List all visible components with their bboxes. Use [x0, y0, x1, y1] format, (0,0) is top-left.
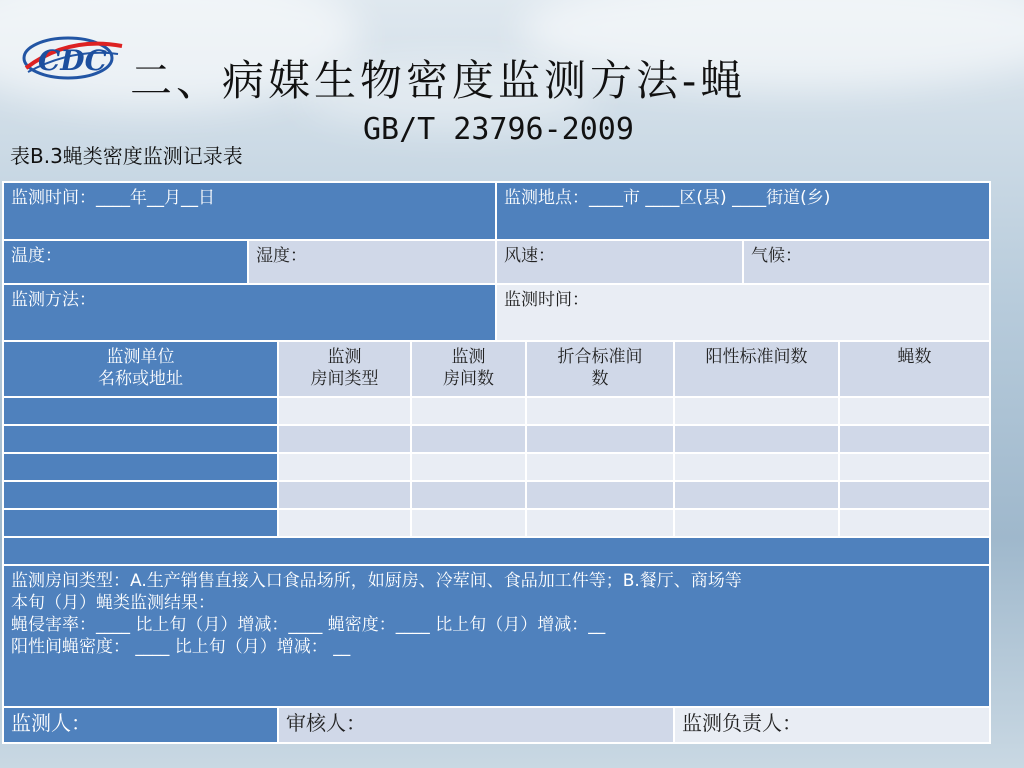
room-type-note: 监测房间类型：A.生产销售直接入口食品场所，如厨房、冷荤间、食品加工件等；B.餐厅、商场等 [11, 571, 742, 591]
data-cell[interactable] [839, 481, 990, 509]
table-row [3, 397, 990, 425]
data-cell[interactable] [526, 397, 674, 425]
data-cell[interactable] [839, 397, 990, 425]
responsible-person-cell[interactable]: 监测负责人： [674, 707, 990, 743]
signature-row [3, 707, 990, 743]
row-weather [3, 240, 990, 284]
weather-cell: 气候： [743, 240, 990, 284]
header-std-rooms-line1: 折合标准间 [557, 347, 643, 367]
header-room-type [278, 341, 411, 397]
header-std-rooms [526, 341, 674, 397]
data-cell[interactable] [278, 509, 411, 537]
data-cell[interactable] [3, 509, 278, 537]
row-method [3, 284, 990, 341]
table-row [3, 425, 990, 453]
header-std-rooms-line2: 数 [591, 369, 609, 389]
notes-cell [3, 565, 990, 707]
data-cell[interactable] [526, 453, 674, 481]
humidity-cell: 湿度： [248, 240, 496, 284]
data-cell[interactable] [411, 397, 526, 425]
temperature-cell: 温度： [3, 240, 248, 284]
header-room-count-line2: 房间数 [443, 369, 494, 389]
table-caption: 表B.3蝇类密度监测记录表 [10, 144, 243, 168]
fly-density-record-table [2, 181, 991, 744]
logo-text: CDC [38, 44, 107, 77]
header-room-type-line1: 监测 [327, 347, 362, 367]
data-cell[interactable] [674, 509, 839, 537]
cdc-logo-icon [18, 26, 128, 86]
header-room-count [411, 341, 526, 397]
data-cell[interactable] [411, 453, 526, 481]
blank-cell [3, 537, 990, 565]
cdc-logo [18, 26, 128, 86]
data-cell[interactable] [278, 397, 411, 425]
data-cell[interactable] [411, 481, 526, 509]
data-cell[interactable] [278, 481, 411, 509]
table-row [3, 481, 990, 509]
header-room-count-line1: 监测 [451, 347, 486, 367]
blank-row [3, 537, 990, 565]
data-cell[interactable] [3, 425, 278, 453]
reviewer-cell[interactable]: 审核人： [278, 707, 674, 743]
data-cell[interactable] [278, 425, 411, 453]
table-row [3, 453, 990, 481]
header-room-type-line2: 房间类型 [310, 369, 379, 389]
data-cell[interactable] [526, 481, 674, 509]
data-cell[interactable] [839, 425, 990, 453]
data-cell[interactable] [674, 425, 839, 453]
data-cell[interactable] [674, 481, 839, 509]
standard-code: GB/T 23796-2009 [363, 112, 634, 147]
row-time-place [3, 182, 990, 240]
monitor-time2-cell: 监测时间： [496, 284, 990, 341]
method-cell: 监测方法： [3, 284, 496, 341]
data-cell[interactable] [839, 509, 990, 537]
notes-row [3, 565, 990, 707]
header-unit-line2: 名称或地址 [98, 369, 183, 389]
header-positive-rooms: 阳性标准间数 [674, 341, 839, 397]
data-cell[interactable] [674, 397, 839, 425]
data-cell[interactable] [3, 397, 278, 425]
data-cell[interactable] [526, 425, 674, 453]
wind-speed-cell: 风速： [496, 240, 743, 284]
positive-density-line: 阳性间蝇密度： ____ 比上旬（月）增减： __ [11, 637, 351, 657]
header-fly-count: 蝇数 [839, 341, 990, 397]
results-heading: 本旬（月）蝇类监测结果： [11, 593, 215, 613]
data-cell[interactable] [278, 453, 411, 481]
data-cell[interactable] [839, 453, 990, 481]
data-cell[interactable] [3, 481, 278, 509]
data-cell[interactable] [411, 509, 526, 537]
table-row [3, 509, 990, 537]
page-title: 二、病媒生物密度监测方法-蝇 [130, 56, 747, 105]
header-unit-line1: 监测单位 [106, 347, 175, 367]
header-row [3, 341, 990, 397]
data-cell[interactable] [411, 425, 526, 453]
data-cell[interactable] [526, 509, 674, 537]
monitor-place-cell: 监测地点：____市 ____区(县) ____街道(乡) [496, 182, 990, 240]
infestation-rate-line: 蝇侵害率：____ 比上旬（月）增减：____ 蝇密度：____ 比上旬（月）增减：__ [11, 615, 606, 635]
header-unit [3, 341, 278, 397]
monitor-person-cell[interactable]: 监测人： [3, 707, 278, 743]
data-cell[interactable] [674, 453, 839, 481]
monitor-time-cell: 监测时间：____年__月__日 [3, 182, 496, 240]
data-cell[interactable] [3, 453, 278, 481]
